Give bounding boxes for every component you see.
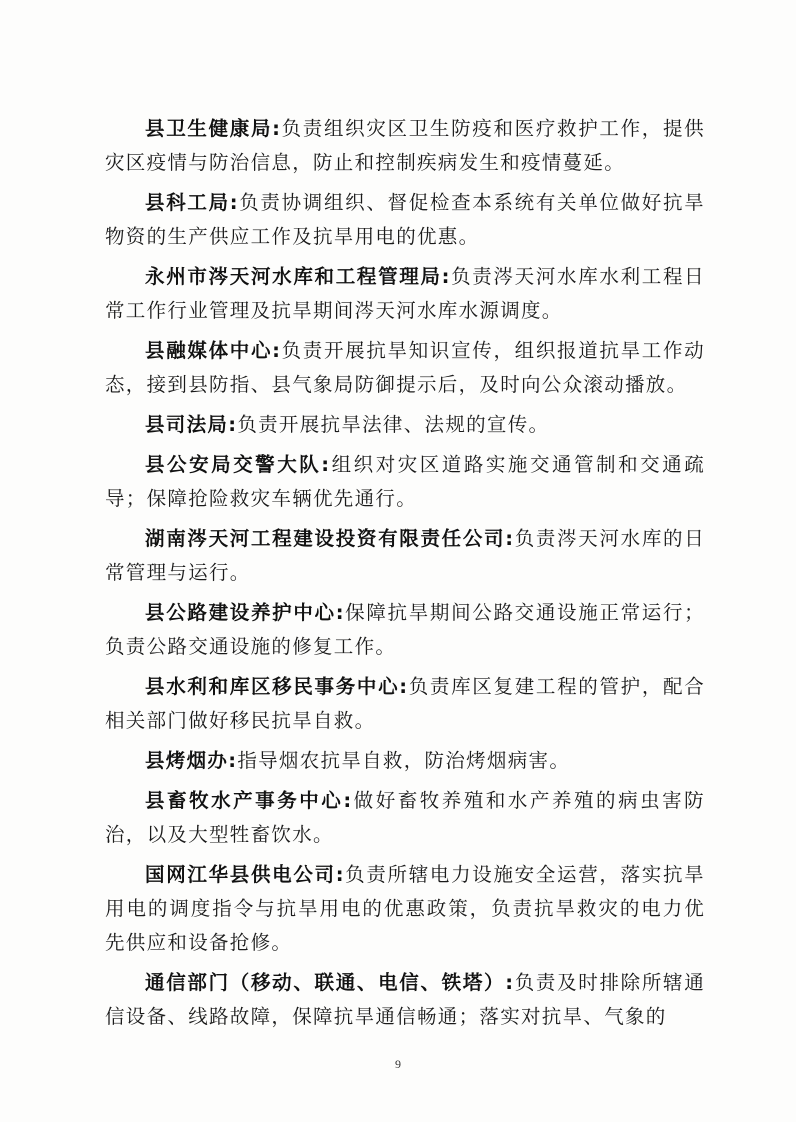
paragraph-highway-maintenance-center (105, 596, 705, 664)
paragraph-label: 永州市涔天河水库和工程管理局: (145, 265, 451, 288)
paragraph-text: 负责开展抗旱法律、法规的宣传。 (237, 413, 550, 436)
paragraph-label: 国网江华县供电公司: (145, 863, 345, 886)
paragraph-power-supply-company (105, 858, 705, 960)
paragraph-text: 负责库区复建工程的管护，配合相关部门做好移民抗旱自救。 (105, 675, 705, 732)
paragraph-label: 县水利和库区移民事务中心: (145, 675, 409, 698)
paragraph-engineering-investment-company (105, 522, 705, 590)
paragraph-label: 县畜牧水产事务中心: (145, 789, 353, 812)
paragraph-reservoir-management-bureau (105, 260, 705, 328)
paragraph-livestock-aquatic-center (105, 784, 705, 852)
paragraph-label: 通信部门（移动、联通、电信、铁塔）: (145, 971, 515, 994)
paragraph-telecom-departments (105, 966, 705, 1034)
paragraph-traffic-police (105, 448, 705, 516)
paragraph-health-bureau (105, 112, 705, 180)
paragraph-label: 县烤烟办: (145, 749, 238, 772)
paragraph-justice-bureau (105, 408, 705, 442)
paragraph-label: 湖南涔天河工程建设投资有限责任公司: (145, 527, 515, 550)
paragraph-text: 负责所辖电力设施安全运营，落实抗旱用电的调度指令与抗旱用电的优惠政策，负责抗旱救灾的电力优先供应和设备抢修。 (105, 863, 705, 954)
paragraph-water-resettlement-center (105, 670, 705, 738)
paragraph-text: 组织对灾区道路实施交通管制和交通疏导；保障抢险救灾车辆优先通行。 (105, 453, 705, 510)
paragraph-text: 负责协调组织、督促检查本系统有关单位做好抗旱物资的生产供应工作及抗旱用电的优惠。 (105, 191, 705, 248)
paragraph-text: 负责开展抗旱知识宣传，组织报道抗旱工作动态，接到县防指、县气象局防御提示后，及时向公众滚动播放。 (105, 339, 705, 396)
paragraph-text: 做好畜牧养殖和水产养殖的病虫害防治，以及大型牲畜饮水。 (105, 789, 705, 846)
document-body (105, 112, 705, 1040)
paragraph-label: 县公路建设养护中心: (145, 601, 345, 624)
paragraph-text: 负责涔天河水库的日常管理与运行。 (105, 527, 706, 584)
paragraph-tobacco-office (105, 744, 705, 778)
paragraph-science-industry-bureau (105, 186, 705, 254)
paragraph-label: 县卫生健康局: (145, 117, 282, 140)
paragraph-text: 负责组织灾区卫生防疫和医疗救护工作，提供灾区疫情与防治信息，防止和控制疾病发生和疫情蔓延。 (105, 117, 705, 174)
paragraph-text: 保障抗旱期间公路交通设施正常运行；负责公路交通设施的修复工作。 (105, 601, 705, 658)
paragraph-text: 指导烟农抗旱自救，防治烤烟病害。 (237, 749, 571, 772)
paragraph-label: 县公安局交警大队: (145, 453, 331, 476)
paragraph-label: 县融媒体中心: (145, 339, 282, 362)
paragraph-label: 县科工局: (145, 191, 239, 214)
paragraph-label: 县司法局: (145, 413, 238, 436)
page-number: 9 (395, 1057, 401, 1071)
paragraph-text: 负责涔天河水库水利工程日常工作行业管理及抗旱期间涔天河水库水源调度。 (105, 265, 705, 322)
paragraph-text: 负责及时排除所辖通信设备、线路故障，保障抗旱通信畅通；落实对抗旱、气象的 (105, 971, 706, 1028)
paragraph-media-center (105, 334, 705, 402)
